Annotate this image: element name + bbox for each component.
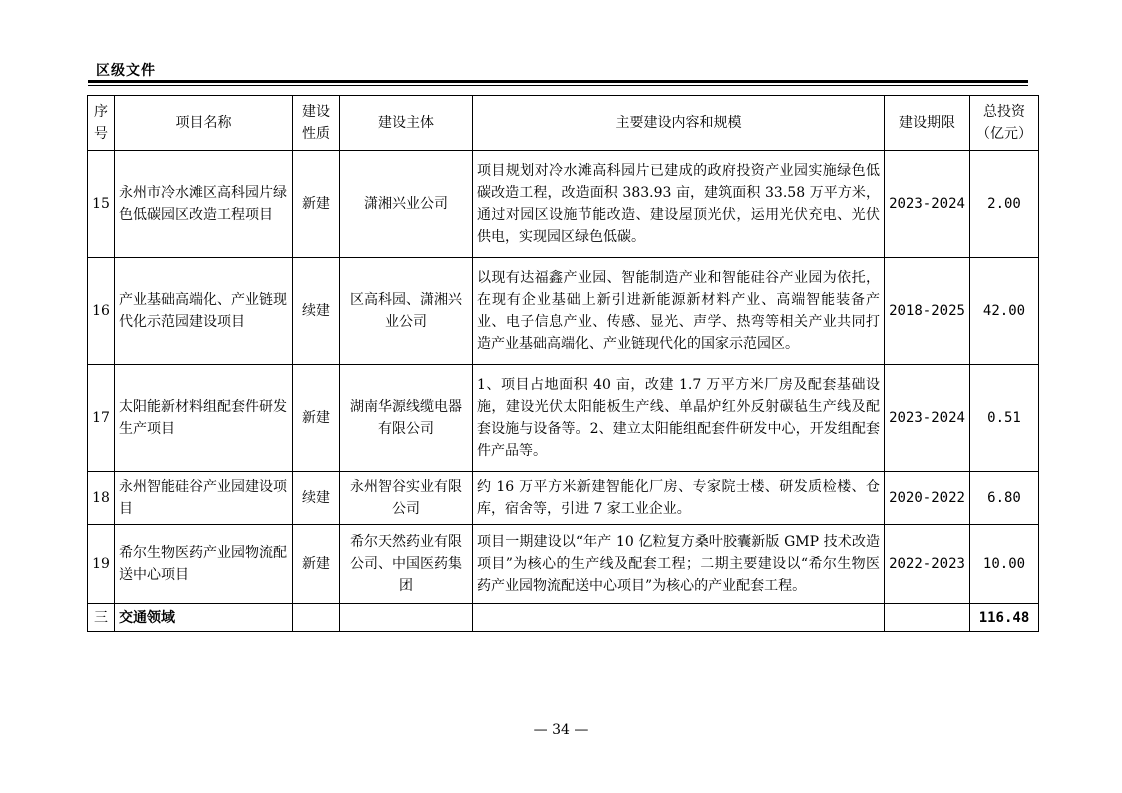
row-seq: 17	[88, 365, 115, 472]
project-table	[87, 95, 1039, 632]
row-investment: 42.00	[970, 258, 1039, 365]
row-nature: 续建	[293, 472, 340, 525]
table-row	[88, 365, 1039, 472]
row-nature: 续建	[293, 258, 340, 365]
section-name: 交通领域	[115, 604, 293, 632]
row-seq: 15	[88, 151, 115, 258]
row-content: 1、项目占地面积 40 亩，改建 1.7 万平方米厂房及配套基础设施，建设光伏太阳能板生产线、单晶炉红外反射碳毡生产线及配套设施与设备等。2、建立太阳能组配套件研发中心，开发组配套件产品等。	[473, 365, 885, 472]
header-content: 主要建设内容和规模	[473, 96, 885, 151]
section-row-transport	[88, 604, 1039, 632]
row-content: 项目一期建设以“年产 10 亿粒复方桑叶胶囊新版 GMP 技术改造项目”为核心的生产线及配套工程；二期主要建设以“希尔生物医药产业园物流配送中心项目”为核心的产业配套工程。	[473, 525, 885, 604]
section-empty-cell	[885, 604, 970, 632]
row-nature: 新建	[293, 151, 340, 258]
section-empty-cell	[473, 604, 885, 632]
row-period: 2023-2024	[885, 151, 970, 258]
row-seq: 18	[88, 472, 115, 525]
table-row	[88, 525, 1039, 604]
row-entity: 湖南华源线缆电器有限公司	[340, 365, 473, 472]
header-period: 建设期限	[885, 96, 970, 151]
row-period: 2018-2025	[885, 258, 970, 365]
row-investment: 0.51	[970, 365, 1039, 472]
row-project-name: 希尔生物医药产业园物流配送中心项目	[115, 525, 293, 604]
row-entity: 希尔天然药业有限公司、中国医药集团	[340, 525, 473, 604]
header-name: 项目名称	[115, 96, 293, 151]
row-investment: 2.00	[970, 151, 1039, 258]
row-entity: 区高科园、潇湘兴业公司	[340, 258, 473, 365]
row-content: 约 16 万平方米新建智能化厂房、专家院士楼、研发质检楼、仓库，宿舍等，引进 7 家工业企业。	[473, 472, 885, 525]
header-seq: 序号	[88, 96, 115, 151]
row-investment: 6.80	[970, 472, 1039, 525]
row-period: 2022-2023	[885, 525, 970, 604]
header-nature: 建设性质	[293, 96, 340, 151]
row-project-name: 永州智能硅谷产业园建设项目	[115, 472, 293, 525]
row-entity: 永州智谷实业有限公司	[340, 472, 473, 525]
row-nature: 新建	[293, 365, 340, 472]
header-rule-thin	[88, 85, 1028, 86]
header-rule-thick	[88, 80, 1028, 83]
row-project-name: 产业基础高端化、产业链现代化示范园建设项目	[115, 258, 293, 365]
row-seq: 16	[88, 258, 115, 365]
row-entity: 潇湘兴业公司	[340, 151, 473, 258]
section-empty-cell	[293, 604, 340, 632]
header-investment: 总投资（亿元）	[970, 96, 1039, 151]
section-seq: 三	[88, 604, 115, 632]
section-empty-cell	[340, 604, 473, 632]
row-project-name: 太阳能新材料组配套件研发生产项目	[115, 365, 293, 472]
table-header-row	[88, 96, 1039, 151]
row-content: 以现有达福鑫产业园、智能制造产业和智能硅谷产业园为依托，在现有企业基础上新引进新能源新材料产业、高端智能装备产业、电子信息产业、传感、显光、声学、热弯等相关产业共同打造产业基础高端化、产业链现代化的国家示范园区。	[473, 258, 885, 365]
table-row	[88, 472, 1039, 525]
row-investment: 10.00	[970, 525, 1039, 604]
header-entity: 建设主体	[340, 96, 473, 151]
row-period: 2023-2024	[885, 365, 970, 472]
row-period: 2020-2022	[885, 472, 970, 525]
row-project-name: 永州市冷水滩区高科园片绿色低碳园区改造工程项目	[115, 151, 293, 258]
document-header-label: 区级文件	[96, 63, 156, 79]
section-investment: 116.48	[970, 604, 1039, 632]
page-number: — 34 —	[533, 722, 589, 738]
row-content: 项目规划对冷水滩高科园片已建成的政府投资产业园实施绿色低碳改造工程，改造面积 383.93 亩，建筑面积 33.58 万平方米，通过对园区设施节能改造、建设屋顶光伏，运用光伏充电、光伏供电，实现园区绿色低碳。	[473, 151, 885, 258]
table-row	[88, 258, 1039, 365]
row-nature: 新建	[293, 525, 340, 604]
table-row	[88, 151, 1039, 258]
row-seq: 19	[88, 525, 115, 604]
